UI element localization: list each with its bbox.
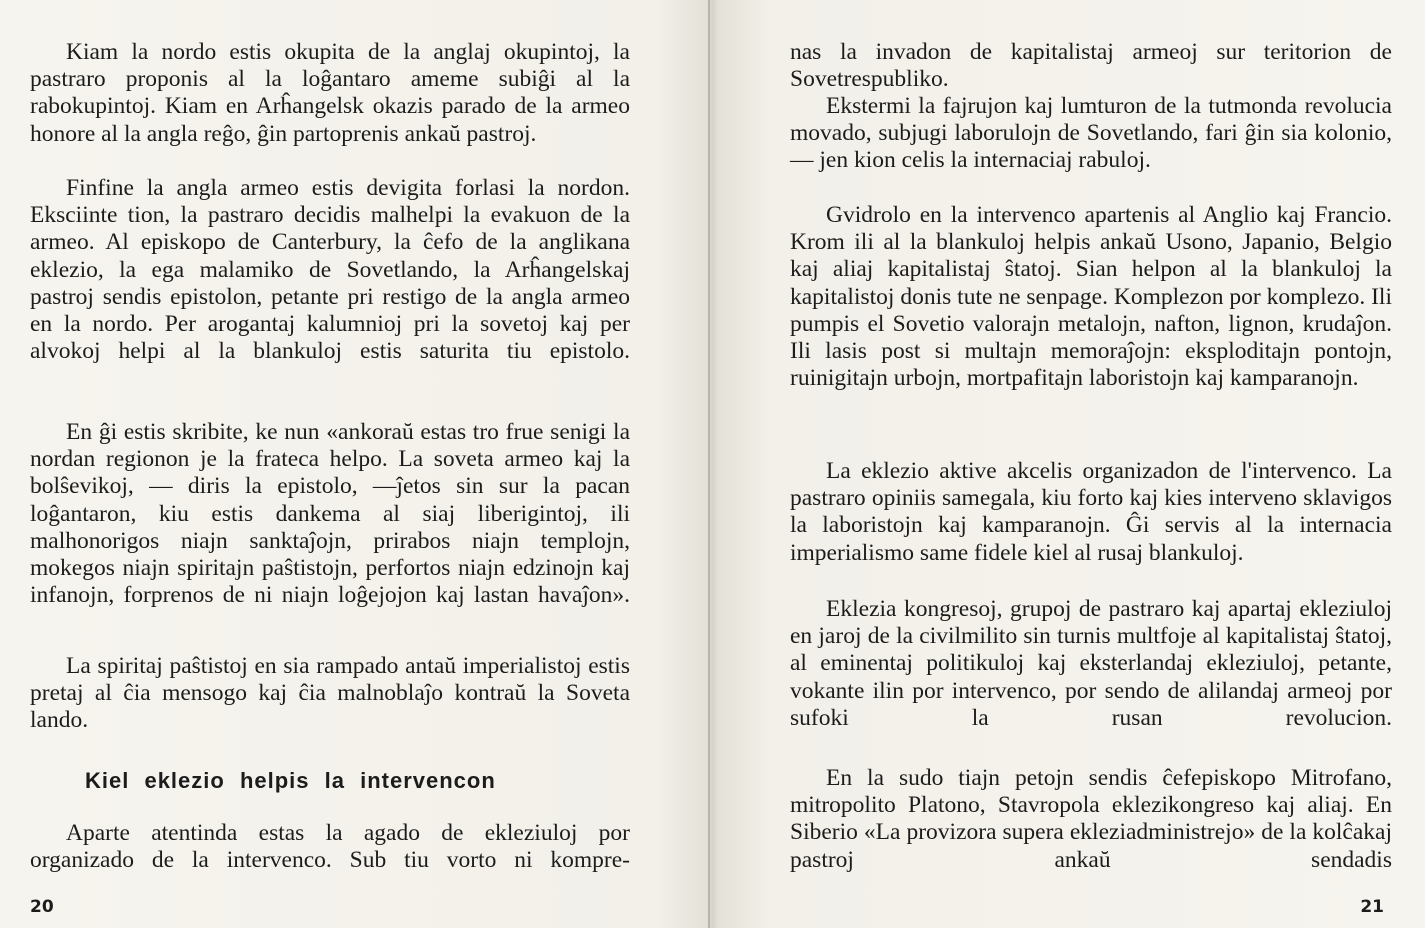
right-page (790, 0, 1392, 928)
right-paragraph-6: En la sudo tiajn petojn sendis ĉefepiskopo Mitrofano, mitropolito Platono, Stavropola eklezikongreso kaj aliaj. En Siberio «La provizora supera ekleziadministrejo» de la kolĉakaj pastroj ankaŭ sendadis (790, 765, 1392, 873)
right-paragraph-2: Ekstermi la fajrujon kaj lumturon de la tutmonda revolucia movado, subjugi laborulojn de Sovetlando, fari ĝin sia kolonio, — jen kion celis la internaciaj rabuloj. (790, 93, 1392, 174)
book-gutter (708, 0, 710, 928)
page-number-left: 20 (30, 897, 54, 917)
left-paragraph-4: La spiritaj paŝtistoj en sia rampado antaŭ imperialistoj estis pretaj al ĉia mensogo kaj ĉia malnoblaĵo kontraŭ la Soveta lando. (30, 653, 630, 734)
left-paragraph-3: En ĝi estis skribite, ke nun «ankoraŭ estas tro frue senigi la nordan regionon je la frateca helpo. La soveta armeo kaj la bolŝevikoj, — diris la epistolo, —ĵetos sin sur la pacan loĝantaron, kiu estis dankema al siaj liberigintoj, ili malhonorigos niajn sanktaĵojn, prirabos niajn templojn, mokegos niajn spiritajn paŝtistojn, perfortos niajn edzinojn kaj infanojn, forprenos de ni niajn loĝejojon kaj lastan havaĵon». (30, 419, 630, 609)
left-paragraph-1: Kiam la nordo estis okupita de la anglaj okupintoj, la pastraro proponis al la loĝantaro ameme subiĝi al la rabokupintoj. Kiam en Arĥangelsk okazis parado de la armeo honore al la angla reĝo, ĝin partoprenis ankaŭ pastroj. (30, 39, 630, 147)
left-paragraph-2: Finfine la angla armeo estis devigita forlasi la nordon. Eksciinte tion, la pastraro decidis malhelpi la evakuon de la armeo. Al episkopo de Canterbury, la ĉefo de la anglikana eklezio, la ega malamiko de Sovetlando, la Arĥangelskaj pastroj sendis epistolon, petante pri restigo de la angla armeo en la nordo. Per arogantaj kalumnioj pri la sovetoj kaj per alvokoj helpi al la blankuloj estis saturita tiu epistolo. (30, 175, 630, 365)
left-paragraph-5: Aparte atentinda estas la agado de ekleziuloj por organizado de la intervenco. Sub tiu vorto ni kompre- (30, 820, 630, 874)
right-paragraph-5: Eklezia kongresoj, grupoj de pastraro kaj apartaj ekleziuloj en jaroj de la civilmilito sin turnis multfoje al kapitalistaj ŝtatoj, al eminentaj politikuloj kaj eksterlandaj ekleziuloj, petante, vokante ilin por intervenco, por sendo de alilandaj armeoj por sufoki la rusan revolucion. (790, 596, 1392, 731)
section-heading: Kiel eklezio helpis la intervencon (85, 768, 496, 793)
right-paragraph-4: La eklezio aktive akcelis organizadon de l'intervenco. La pastraro opiniis samegala, kiu forto kaj kies interveno sklavigos la laboristojn kaj kamparanojn. Ĝi servis al la internacia imperialismo same fidele kiel al rusaj blankuloj. (790, 458, 1392, 566)
right-paragraph-3: Gvidrolo en la intervenco apartenis al Anglio kaj Francio. Krom ili al la blankuloj helpis ankaŭ Usono, Japanio, Belgio kaj aliaj kapitalistaj ŝtatoj. Sian helpon al la blankuloj la kapitalistoj donis tute ne senpage. Komplezon por komplezo. Ili pumpis el Sovetio valorajn metalojn, nafton, lignon, krudaĵon. Ili lasis post si multajn memoraĵojn: eksploditajn pontojn, ruinigitajn urbojn, mortpafitajn laboristojn kaj kamparanojn. (790, 202, 1392, 392)
left-page (30, 0, 630, 928)
right-paragraph-1: nas la invadon de kapitalistaj armeoj sur teritorion de Sovetrespubliko. (790, 39, 1392, 93)
page-number-right: 21 (1360, 897, 1384, 917)
